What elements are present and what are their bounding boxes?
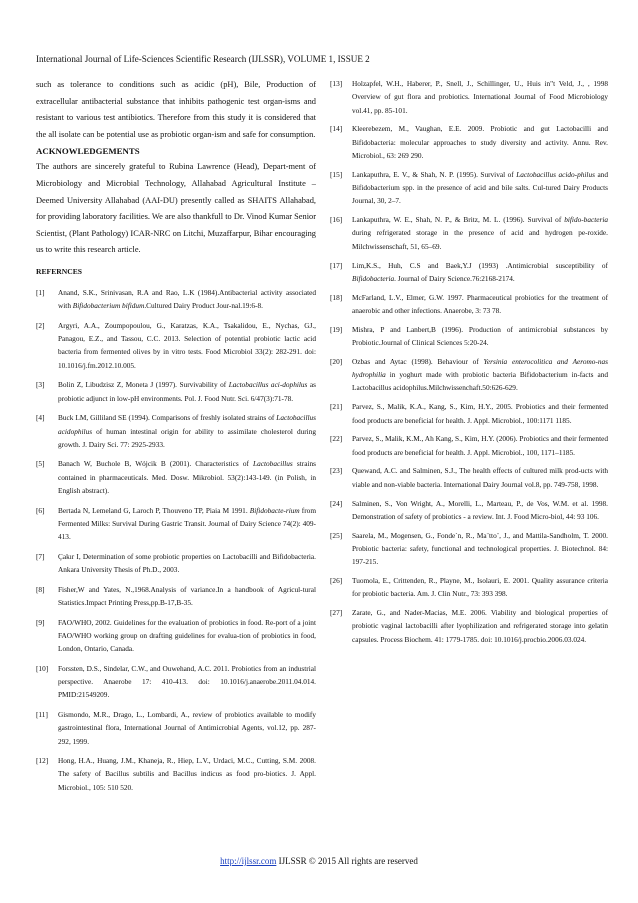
reference-text-main: Mishra, P and Lanbert,B (1996). Production of antimicrobial substances by Probiotic.Journal of Clinical Sciences 5:20-24. — [352, 324, 608, 348]
reference-text-main: Hong, H.A., Huang, J.M., Khaneja, R., Hiep, L.V., Urdaci, M.C., Cutting, S.M. 2008. The safety of Bacillus subtilis and Bacillus indicus as food pro-biotics. J. Appl. Microbiol., 105: 510 520. — [58, 756, 316, 792]
reference-number: [21] — [330, 402, 343, 412]
reference-species-name: Bifidobacteria — [352, 273, 395, 283]
reference-number: [13] — [330, 79, 343, 88]
reference-text-main: Lankaputhra, W. E., Shah, N. P., & Britz, M. L. (1996). Survival of — [352, 215, 565, 225]
reference-number: [12] — [36, 756, 49, 766]
reference-text-main: Parvez, S., Malik, K.M., Ah Kang, S., Kim, H.Y. (2006). Probiotics and their fermented food products are beneficial for health. J. Appl. Microbiol., 100, 1171–1185. — [352, 434, 608, 457]
reference-text-main: Anand, S.K., Srinivasan, R.A and Rao, L.K (1984).Antibacterial activity associated with — [58, 287, 316, 311]
reference-item — [36, 754, 316, 794]
reference-text — [58, 506, 316, 542]
reference-text — [352, 215, 608, 251]
reference-text-main: Kleerebezem, M., Vaughan, E.E. 2009. Probiotic and gut Lactobacilli and Bifidobacteria: molecular approaches to study diversity and activity. Annu. Rev. Microbiol., 63: 269 290. — [352, 124, 608, 160]
reference-item — [36, 616, 316, 656]
reference-text — [58, 552, 316, 574]
reference-number: [16] — [330, 215, 343, 225]
reference-number: [24] — [330, 498, 343, 508]
reference-text-main: Çakır I, Determination of some probiotic properties on Lactobacilli and Bifidobacteria. Ankara University Thesis of Ph.D., 2003. — [58, 551, 316, 575]
reference-text — [352, 402, 608, 424]
reference-number: [11] — [36, 709, 48, 719]
reference-item — [330, 432, 608, 459]
reference-text — [352, 531, 608, 567]
reference-text-tail: . Journal of Dairy Science.76:2168-2174. — [394, 273, 515, 283]
reference-number: [19] — [330, 324, 343, 334]
reference-number: [7] — [36, 551, 45, 561]
reference-text-tail: and Bifidobacterium spp. in the presence of acid and bile salts. Cul-tured Dairy Products Journal, 30, 2–7. — [352, 169, 608, 206]
reference-text — [58, 321, 316, 370]
copyright-text: IJLSSR © 2015 All rights are reserved — [276, 856, 418, 866]
reference-text-main: Ozbas and Aytac (1998). Behaviour of — [352, 356, 484, 366]
reference-item — [36, 662, 316, 702]
reference-text — [352, 124, 608, 160]
reference-text-tail: from Fermented Milks: Survival During Gastric Transit. Journal of Dairy Science 74(2): 409-413. — [58, 505, 316, 542]
reference-number: [20] — [330, 356, 343, 366]
reference-text-main: FAO/WHO, 2002. Guidelines for the evaluation of probiotics in food. Re-port of a joint FAO/WHO working group on drafting guidelines for evalua-tion of probiotics in food, London, Ontario, Canada. — [58, 617, 316, 654]
reference-text — [352, 325, 608, 347]
reference-number: [9] — [36, 617, 45, 627]
reference-text-main: Salminen, S., Von Wright, A., Morelli, L., Marteau, P., de Vos, W.M. et al. 1998. Demonstration of safety of probiotics - a review. Int. J. Food Micro-biol, 44: 93 106. — [352, 498, 608, 521]
reference-text-tail: of human intestinal origin for ability to assimilate cholesterol during growth. J. Dairy Sci. 77: 2925-2933. — [58, 426, 316, 449]
reference-item — [36, 550, 316, 577]
reference-text — [58, 413, 316, 449]
reference-item — [36, 411, 316, 451]
reference-item — [330, 355, 608, 395]
acknowledgements-heading: ACKNOWLEDGEMENTS — [36, 146, 140, 157]
reference-text — [58, 664, 316, 700]
references-heading: REFERNCES — [36, 266, 82, 276]
reference-text — [352, 357, 608, 393]
reference-number: [17] — [330, 260, 343, 270]
reference-number: [10] — [36, 663, 49, 673]
reference-list-left — [36, 286, 316, 794]
reference-text — [352, 170, 608, 206]
reference-item — [330, 77, 608, 117]
reference-item — [330, 400, 608, 427]
left-column — [36, 77, 316, 800]
reference-number: [2] — [36, 320, 45, 330]
reference-item — [330, 122, 608, 162]
reference-text-tail: .Cultured Dairy Product Jour-nal.19:6-8. — [144, 301, 263, 311]
reference-text-main: Bolin Z, Libudzisz Z, Moneta J (1997). Survivability of — [58, 380, 229, 390]
reference-item — [330, 213, 608, 253]
reference-number: [3] — [36, 380, 45, 390]
reference-text-main: Bertada N, Lemeland G, Laroch P, Thouveno TP, Piaia M 1991. — [58, 505, 250, 515]
reference-text-main: Argyri, A.A., Zoumpopoulou, G., Karatzas, K.A., Tsakalidou, E., Nychas, GJ., Panagou, E.Z., and Tassou, C.C. 2013. Selection of potential probiotic lactic acid bacteria from fermented olives by in vitro tests. Food Microbiol 33(2): 282-291. doi: 10.1016/j.fm.2012.10.005. — [58, 320, 316, 370]
reference-species-name: Lactobacillus acidophilus — [58, 413, 316, 436]
reference-text-main: Zarate, G., and Nader-Macias, M.E. 2006. Viability and biological properties of probiotic vaginal lactobacilli after lyophilization and refrigerated storage into gelatin capsules. Process Biochem. 41: 1779-1785. doi: 10.1016/j.procbio.2006.03.024. — [352, 608, 608, 644]
reference-item — [36, 583, 316, 610]
reference-item — [36, 708, 316, 748]
reference-text — [352, 466, 608, 488]
reference-text-main: Banach W, Buchole B, Wójcik B (2001). Characteristics of — [58, 459, 254, 469]
reference-item — [36, 504, 316, 544]
journal-link[interactable]: http://ijlssr.com — [220, 856, 277, 866]
reference-text-tail: strains contained in pharmaceuticals. Med. Dosw. Mikrobiol. 53(2):143-149. (in Polish, in English abstract). — [58, 459, 316, 495]
reference-number: [15] — [330, 169, 343, 179]
reference-text-tail: in yoghurt made with probiotic bacteria Bifidobacterium in-facts and Lactobacillus acidophilus.Milchwissenchaft.50:626-629. — [352, 370, 608, 393]
right-column — [330, 77, 608, 651]
reference-text — [352, 261, 608, 283]
reference-text — [58, 585, 316, 607]
reference-item — [330, 574, 608, 601]
reference-text — [58, 459, 316, 495]
reference-text-main: Forssten, D.S., Sindelar, C.W., and Ouwehand, A.C. 2011. Probiotics from an industrial perspective. Anaerobe 17: 410-413. doi: 10.1016/j.anaerobe.2011.04.014. PMID:21549209. — [58, 663, 316, 700]
reference-text — [58, 710, 316, 746]
reference-text — [58, 756, 316, 792]
reference-number: [18] — [330, 292, 343, 302]
reference-item — [36, 457, 316, 497]
reference-item — [36, 378, 316, 405]
reference-species-name: Lactobacillus acido-philus — [516, 169, 595, 179]
reference-text-main: Lankaputhra, E. V., & Shah, N. P. (1995). Survival of — [352, 169, 517, 179]
reference-number: [1] — [36, 287, 45, 297]
reference-text-main: Parvez, S., Malik, K.A., Kang, S., Kim, H.Y., 2005. Probiotics and their fermented food products are beneficial for health. J. Appl. Microbiol., 100:1171 1185. — [352, 402, 608, 425]
reference-text-main: Gismondo, M.R., Drago, L., Lombardi, A., review of probiotics available to modify gastrointestinal flora, International Journal of Antimicrobial Agents, vol.12, pp. 287-292, 1999. — [58, 709, 316, 746]
page-footer — [0, 856, 638, 866]
reference-species-name: Lactobacillus aci-dophilus — [228, 380, 308, 390]
reference-text — [352, 79, 608, 115]
reference-text — [58, 618, 316, 654]
reference-number: [26] — [330, 576, 343, 585]
reference-text — [352, 434, 608, 456]
reference-item — [330, 529, 608, 569]
reference-item — [330, 464, 608, 491]
reference-text — [352, 293, 608, 315]
reference-number: [25] — [330, 530, 343, 540]
reference-text — [352, 576, 608, 598]
reference-species-name: bifido-bacteria — [564, 215, 608, 225]
conclusion-section — [36, 77, 316, 259]
reference-text-tail: as probiotic adjunct in low-pH environments. Pol. J. Food Nutr. Sci. 6/47(3):71-78. — [58, 380, 316, 403]
reference-item — [330, 606, 608, 646]
reference-species-name: Bifidobacterium bifidum — [72, 301, 145, 311]
reference-number: [6] — [36, 505, 45, 515]
reference-item — [330, 168, 608, 208]
reference-text-tail: during refrigerated storage in the presence of acid and hydrogen pe-roxide. Milchwissenschaft, 51, 65–69. — [352, 228, 608, 251]
reference-text — [352, 499, 608, 521]
reference-species-name: Lactobacillus — [253, 459, 293, 469]
reference-list-right — [330, 77, 608, 646]
reference-item — [36, 286, 316, 313]
reference-number: [22] — [330, 434, 343, 444]
reference-text-main: Fisher,W and Yates, N.,1968.Analysis of variance.In a handbook of Agricul-tural Statistics.Impact Printing Press,pp.B-17,B-35. — [58, 584, 316, 607]
reference-item — [330, 291, 608, 318]
reference-text-main: Buck LM, Gilliland SE (1994). Comparisons of freshly isolated strains of — [58, 413, 277, 423]
reference-text-main: Saarela, M., Mogensen, G., Fonde`n, R., Ma¨tto¨, J., and Mattila-Sandholm, T. 2000. Probiotic bacteria: safety, functional and technological properties. J. Biotechnol. 84: 197-215. — [352, 530, 608, 567]
reference-text — [352, 608, 608, 644]
reference-text — [58, 380, 316, 402]
conclusion-paragraph: such as tolerance to conditions such as acidic (pH), Bile, Production of extracellular antibacterial substance that inhibits pathogenic test organ-isms and resistant to various test antibiotics. Therefore from this study it is considered that the all isolate can be potential use as probiotic organ-ism and safe for consumption. — [36, 80, 316, 139]
reference-number: [4] — [36, 413, 45, 423]
reference-number: [27] — [330, 608, 343, 618]
reference-number: [14] — [330, 124, 343, 134]
reference-item — [36, 319, 316, 372]
reference-number: [5] — [36, 459, 45, 469]
reference-species-name: Bifidobacte-rium — [249, 505, 300, 515]
reference-species-name: Yersinia enterocolitica and Aeromo-nas hydrophilia — [352, 356, 608, 380]
reference-text-main: Lim,K.S., Huh, C.S and Baek,Y.J (1993) .Antimicrobial susceptibility of — [352, 260, 608, 270]
reference-text-main: Quewand, A.C. and Salminen, S.J., The health effects of cultured milk prod-ucts with viable and non-viable bacteria. International Dairy Journal vol.8, pp. 749-758, 1998. — [352, 466, 608, 489]
reference-item — [330, 259, 608, 286]
reference-text-main: Tuomola, E., Crittenden, R., Playne, M., Isolauri, E. 2001. Quality assurance criteria for probiotic bacteria. Am. J. Clin Nutr., 73: 393 398. — [352, 576, 608, 599]
reference-text — [58, 288, 316, 310]
reference-number: [23] — [330, 466, 343, 476]
reference-number: [8] — [36, 584, 45, 594]
reference-item — [330, 497, 608, 524]
reference-item — [330, 323, 608, 350]
reference-text-main: McFarland, L.V., Elmer, G.W. 1997. Pharmaceutical probiotics for the treatment of anaerobic and other infections. Anaerobe, 3: 73 78. — [352, 292, 608, 315]
running-header: International Journal of Life-Sciences Scientific Research (IJLSSR), VOLUME 1, ISSUE 2 — [36, 54, 370, 64]
reference-text-main: Holzapfel, W.H., Haberer, P., Snell, J., Schillinger, U., Huis in"t Veld, J., , 1998 Overview of gut flora and probiotics. International Journal of Food Microbiology vol.41, pp. 85-101. — [352, 79, 608, 115]
acknowledgements-paragraph: The authors are sincerely grateful to Rubina Lawrence (Head), Depart-ment of Microbiology and Microbial Technology, Allahabad Agricultural Institute –Deemed University Allahabad (AAI-DU) presently called as SHAITS Allahabad, for providing laboratory facilities. We are also thankfull to Dr. Vinod Kumar Senior Scientist, (Plant Pathology) ICAR-NRC on Litchi, Muzaffarpur, Bihar encouraging us to write this research article. — [36, 162, 316, 255]
